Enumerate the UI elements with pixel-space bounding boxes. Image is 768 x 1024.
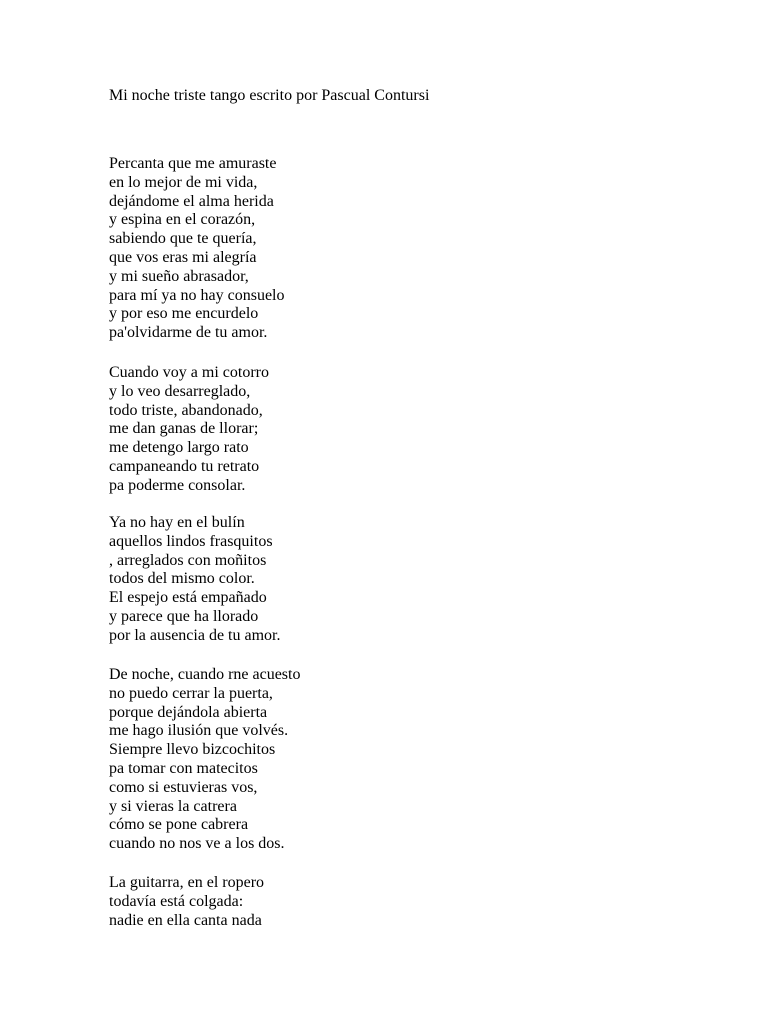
verse-line: El espejo está empañado [109,589,267,607]
verse-line: pa tomar con matecitos [109,759,258,777]
verse-line: y espina en el corazón, [109,211,256,229]
verse-line: me detengo largo rato [109,439,249,457]
verse-line: aquellos lindos frasquitos [109,532,273,550]
verse-line: por la ausencia de tu amor. [109,626,281,644]
stanza-5 [109,874,264,930]
verse-line: me dan ganas de llorar; [109,420,259,438]
stanza-4 [109,666,300,854]
verse-line: nadie en ella canta nada [109,911,262,929]
verse-line: todo triste, abandonado, [109,401,263,419]
verse-line: no puedo cerrar la puerta, [109,684,273,702]
verse-line: pa'olvidarme de tu amor. [109,324,268,342]
verse-line: La guitarra, en el ropero [109,874,265,891]
verse-line: me hago ilusión que volvés. [109,722,289,740]
verse-line: y si vieras la catrera [109,797,237,815]
verse-line: sabiendo que te quería, [109,230,257,248]
verse-line: De noche, cuando rne acuesto [109,666,301,683]
stanza-2 [109,364,269,496]
verse-line: que vos eras mi alegría [109,248,257,266]
verse-line: Ya no hay en el bulín [109,514,245,531]
document-title: Mi noche triste tango escrito por Pascual Contursi [109,87,430,104]
verse-line: para mí ya no hay consuelo [109,286,285,304]
stanza-1 [109,155,285,343]
verse-line: porque dejándola abierta [109,703,268,721]
verse-line: Percanta que me amuraste [109,155,277,172]
verse-line: como si estuvieras vos, [109,778,258,796]
verse-line: todavía está colgada: [109,892,244,910]
verse-line: y parece que ha llorado [109,607,259,625]
verse-line: y por eso me encurdelo [109,305,259,323]
verse-line: y mi sueño abrasador, [109,267,249,285]
verse-line: Siempre llevo bizcochitos [109,741,276,759]
verse-line: campaneando tu retrato [109,457,260,475]
stanza-3 [109,514,281,646]
verse-line: dejándome el alma herida [109,192,274,210]
verse-line: todos del mismo color. [109,570,255,588]
verse-line: pa poderme consolar. [109,476,246,494]
verse-line: y lo veo desarreglado, [109,382,251,400]
verse-line: Cuando voy a mi cotorro [109,364,269,381]
verse-line: cómo se pone cabrera [109,816,249,834]
verse-line: , arreglados con moñitos [109,551,267,569]
verse-line: en lo mejor de mi vida, [109,173,258,191]
verse-line: cuando no nos ve a los dos. [109,835,285,853]
